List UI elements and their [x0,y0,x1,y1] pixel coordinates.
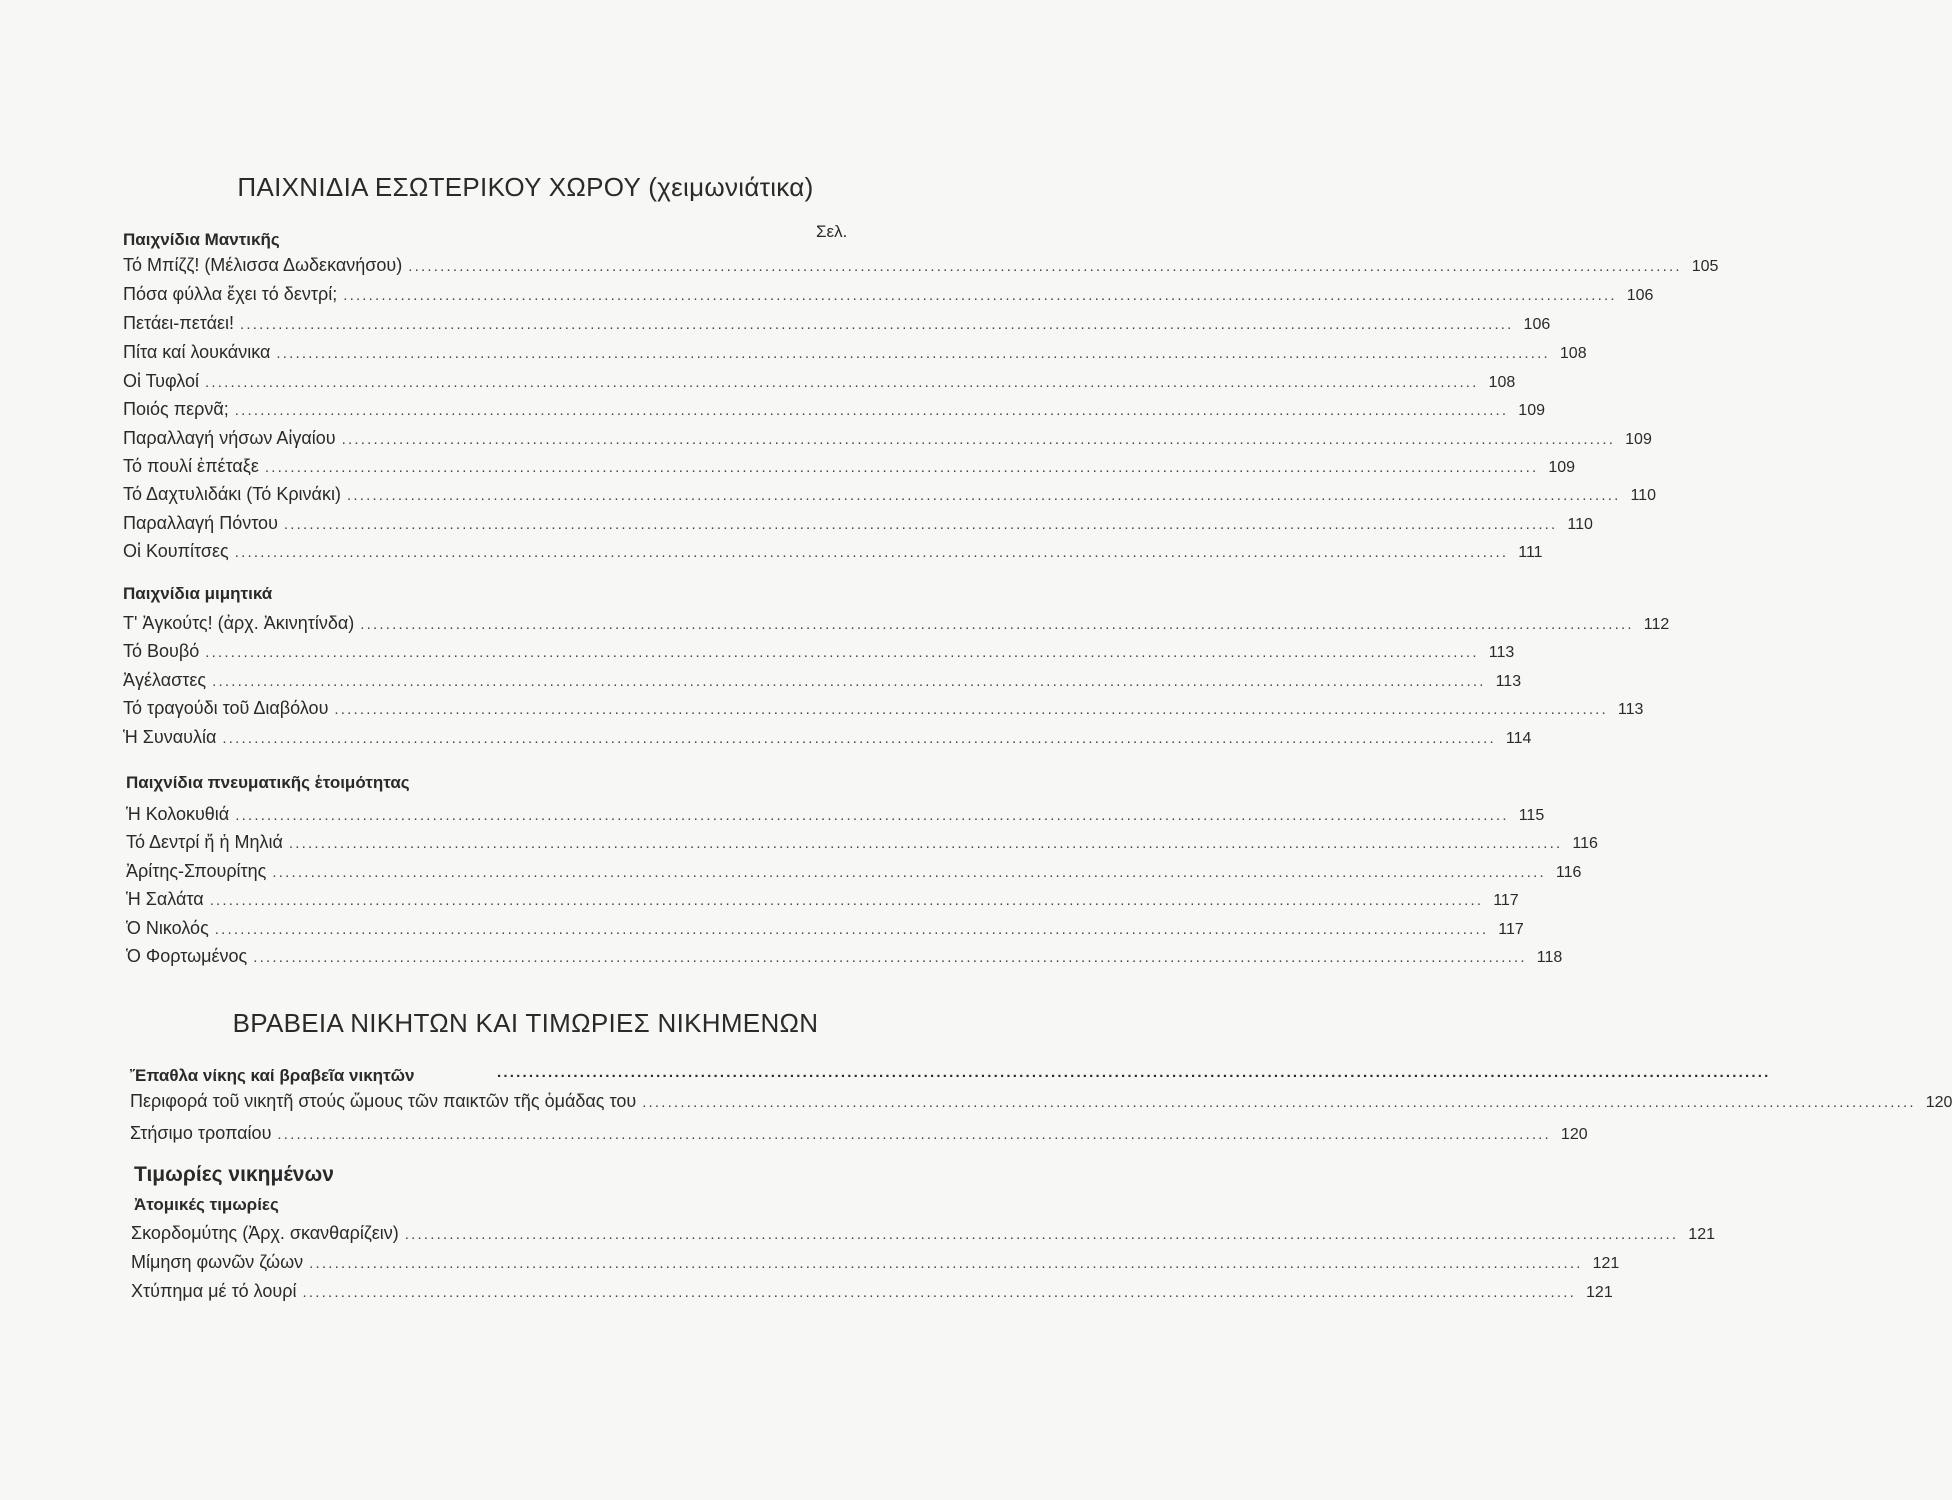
entry-title: Ἡ Κολοκυθιά [126,804,230,824]
entry-title: Ὁ Νικολός [126,918,209,938]
entry-page: 105 [1691,258,1719,275]
entry-title: Πόσα φύλλα ἔχει τό δεντρί; [123,284,338,304]
toc-entry [123,368,1516,394]
entry-page: 106 [1626,287,1654,304]
entry-page: 113 [1488,644,1515,661]
toc-entry [131,1220,1715,1246]
leader-dots: ........................................................................................................................................................................................................ [264,459,1539,476]
entry-title: Τ' Ἀγκούτς! (ἀρχ. Ἀκινητίνδα) [123,613,355,633]
entry-page: 111 [1518,544,1543,561]
leader-dots: ........................................................................................................................................................................................................ [209,892,1484,909]
toc-entry [131,1278,1613,1304]
entry-title: Τό τραγούδι τοῦ Διαβόλου [123,698,329,718]
toc-entry [123,310,1551,336]
subsection-heading: Ἀτομικές τιμωρίες [134,1195,279,1214]
leader-dots: ........................................................................................................................................................................................................ [205,644,1479,661]
toc-entry [123,695,1644,721]
leader-dots: ........................................................................................................................................................................................................ [240,316,1514,333]
leader-dots: ........................................................................................................................................................................................................ [253,949,1527,966]
entry-page: 116 [1555,864,1582,881]
leader-dots: ........................................................................................................................................................................................................ [497,1064,1771,1081]
entry-title: Ἀγέλαστες [123,670,207,690]
leader-dots: ........................................................................................................................................................................................................ [343,287,1617,304]
entry-page: 110 [1630,487,1656,504]
page-column-label: Σελ. [816,222,848,241]
leader-dots: ........................................................................................................................................................................................................ [404,1226,1679,1243]
toc-entry [126,829,1598,855]
entry-page: 114 [1505,730,1532,747]
leader-dots: ........................................................................................................................................................................................................ [309,1255,1583,1272]
entry-page: 121 [1688,1226,1715,1243]
toc-entry [123,425,1652,451]
entry-page: 121 [1592,1255,1620,1272]
entry-page: 113 [1617,701,1644,718]
toc-entry [123,610,1670,636]
entry-title: Τό πουλί ἐπέταξε [123,456,259,476]
section-heading: Τιμωρίες νικημένων [134,1163,334,1186]
entry-page: 113 [1495,673,1522,690]
toc-entry [123,724,1532,750]
leader-dots: ........................................................................................................................................................................................................ [276,345,1550,362]
leader-dots: ........................................................................................................................................................................................................ [346,487,1621,504]
leader-dots: ........................................................................................................................................................................................................ [408,258,1682,275]
toc-entry [126,943,1563,969]
entry-title: Τό Βουβό [123,641,200,661]
leader-dots: ........................................................................................................................................................................................................ [302,1284,1577,1301]
toc-entry [126,801,1545,827]
entry-title: Παραλλαγή νήσων Αἰγαίου [123,428,336,448]
toc-entry [123,510,1593,536]
entry-page: 121 [1586,1284,1613,1301]
leader-dots: ........................................................................................................................................................................................................ [222,730,1496,747]
leader-dots: ........................................................................................................................................................................................................ [277,1126,1551,1143]
toc-entry [126,886,1519,912]
toc-entry [123,396,1545,422]
entry-title: Στήσιμο τροπαίου [130,1123,272,1143]
entry-page: 109 [1518,402,1545,419]
entry-page: 120 [1560,1126,1588,1143]
leader-dots: ........................................................................................................................................................................................................ [288,835,1563,852]
part1-title: ΠΑΙΧΝΙΔΙΑ ΕΣΩΤΕΡΙΚΟΥ ΧΩΡΟΥ (χειμωνιάτικα) [237,172,814,202]
entry-page: 120 [1925,1094,1952,1111]
entry-page: 108 [1559,345,1587,362]
entry-title: Περιφορά τοῦ νικητῆ στούς ὤμους τῶν παικτῶν τῆς ὁμάδας του [130,1091,637,1111]
entry-page: 112 [1643,616,1670,633]
leader-dots: ........................................................................................................................................................................................................ [205,374,1479,391]
entry-title: Τό Δαχτυλιδάκι (Τό Κρινάκι) [123,484,341,504]
leader-dots: ........................................................................................................................................................................................................ [341,431,1616,448]
leader-dots: ........................................................................................................................................................................................................ [212,673,1486,690]
leader-dots: ........................................................................................................................................................................................................ [272,864,1546,881]
section-heading: Ἔπαθλα νίκης καί βραβεῖα νικητῶν [130,1066,415,1085]
entry-page: 115 [1518,807,1545,824]
entry-page: 110 [1567,516,1593,533]
toc-entry [123,281,1654,307]
toc-entry [123,453,1576,479]
toc-entry [126,915,1524,941]
leader-dots: ........................................................................................................................................................................................................ [235,807,1509,824]
leader-dots: ........................................................................................................................................................................................................ [214,921,1489,938]
toc-entry [123,667,1522,693]
entry-title: Ποιός περνᾶ; [123,399,229,419]
entry-title: Ἀρίτης-Σπουρίτης [126,861,267,881]
part2-title: ΒΡΑΒΕΙΑ ΝΙΚΗΤΩΝ ΚΑΙ ΤΙΜΩΡΙΕΣ ΝΙΚΗΜΕΝΩΝ [232,1008,819,1038]
toc-entry [130,1088,1952,1114]
toc-entry [123,339,1587,365]
toc-entry [123,481,1656,507]
entry-title: Σκορδομύτης (Ἀρχ. σκανθαρίζειν) [131,1223,399,1243]
section-heading: Παιχνίδια Μαντικῆς [123,230,280,249]
entry-page: 117 [1498,921,1524,938]
leader-dots: ........................................................................................................................................................................................................ [360,616,1634,633]
entry-title: Τό Μπίζζ! (Μέλισσα Δωδεκανήσου) [123,255,403,275]
entry-page: 106 [1523,316,1551,333]
entry-title: Ἡ Συναυλία [123,727,217,747]
entry-title: Πίτα καί λουκάνικα [123,342,271,362]
leader-dots: ........................................................................................................................................................................................................ [642,1094,1916,1111]
section-heading: Παιχνίδια μιμητικά [123,584,273,603]
entry-title: Ἡ Σαλάτα [126,889,204,909]
leader-dots: ........................................................................................................................................................................................................ [283,516,1558,533]
toc-entry [123,538,1543,564]
entry-title: Ὁ Φορτωμένος [126,946,248,966]
leader-dots: ........................................................................................................................................................................................................ [334,701,1608,718]
leader-dots: ........................................................................................................................................................................................................ [234,544,1509,561]
entry-title: Παραλλαγή Πόντου [123,513,278,533]
entry-page: 109 [1625,431,1652,448]
entry-page: 116 [1572,835,1598,852]
entry-title: Τό Δεντρί ἤ ἡ Μηλιά [126,832,283,852]
entry-page: 108 [1488,374,1516,391]
toc-entry [131,1249,1620,1275]
entry-page: 117 [1493,892,1519,909]
toc-entry [126,858,1582,884]
toc-entry [130,1120,1588,1146]
entry-title: Οἱ Τυφλοί [123,371,200,391]
section-heading: Παιχνίδια πνευματικῆς ἑτοιμότητας [126,773,410,792]
leader-dots: ........................................................................................................................................................................................................ [234,402,1509,419]
entry-title: Χτύπημα μέ τό λουρί [131,1281,297,1301]
entry-title: Πετάει-πετάει! [123,313,235,333]
entry-page: 109 [1548,459,1576,476]
entry-page: 118 [1536,949,1563,966]
entry-title: Οἱ Κουπίτσες [123,541,229,561]
toc-entry [123,252,1719,278]
entry-title: Μίμηση φωνῶν ζώων [131,1252,304,1272]
toc-entry [123,638,1515,664]
